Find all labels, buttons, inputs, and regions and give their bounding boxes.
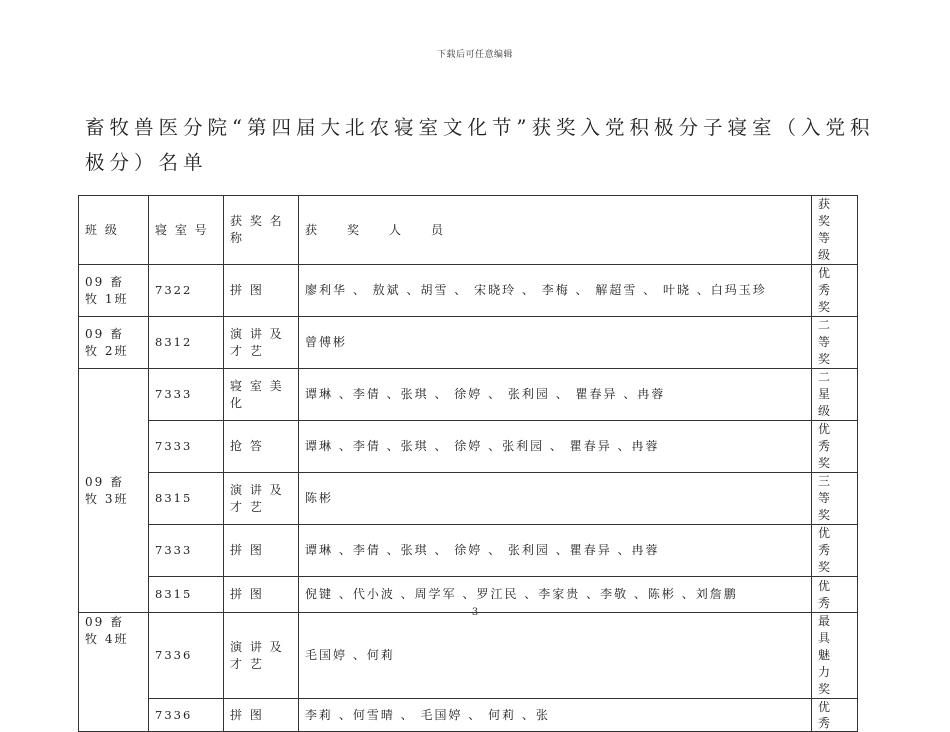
table-row	[79, 369, 858, 421]
award-name-cell: 拼 图	[224, 577, 299, 613]
room-cell: 7336	[149, 699, 224, 732]
class-cell: 09 畜 牧 3班	[79, 369, 149, 613]
award-name-cell: 寝 室 美 化	[224, 369, 299, 421]
award-name-cell: 拼 图	[224, 525, 299, 577]
level-cell: 三 等 奖	[812, 473, 858, 525]
table-header-row	[79, 196, 858, 265]
page-number: 3	[471, 607, 479, 618]
table-row	[79, 699, 858, 732]
members-cell: 陈彬	[299, 473, 812, 525]
table-row	[79, 317, 858, 369]
level-cell: 优 秀 奖	[812, 525, 858, 577]
room-cell: 7333	[149, 525, 224, 577]
table-row	[79, 265, 858, 317]
room-cell: 8312	[149, 317, 224, 369]
level-cell: 优 秀 奖	[812, 421, 858, 473]
room-cell: 7336	[149, 613, 224, 699]
room-cell: 8315	[149, 577, 224, 613]
header-class: 班 级	[79, 196, 149, 265]
table-row	[79, 525, 858, 577]
level-cell: 二 星 级	[812, 369, 858, 421]
level-cell: 优 秀	[812, 577, 858, 613]
members-cell: 廖利华 、 敖斌 、胡雪 、 宋晓玲 、 李梅 、 解超雪 、 叶晓 、白玛玉珍	[299, 265, 812, 317]
class-cell: 09 畜 牧 4班	[79, 613, 149, 732]
members-cell: 毛国婷 、何莉	[299, 613, 812, 699]
level-cell: 二 等 奖	[812, 317, 858, 369]
members-cell: 李莉 、何雪晴 、 毛国婷 、 何莉 、张	[299, 699, 812, 732]
awards-table	[78, 195, 858, 732]
members-cell: 谭琳 、李倩 、张琪 、 徐婷 、张利园 、 瞿春异 、冉蓉	[299, 421, 812, 473]
header-members: 获 奖 人 员	[299, 196, 812, 265]
members-cell: 曾傅彬	[299, 317, 812, 369]
header-room: 寝 室 号	[149, 196, 224, 265]
award-name-cell: 拼 图	[224, 699, 299, 732]
room-cell: 7333	[149, 421, 224, 473]
room-cell: 8315	[149, 473, 224, 525]
header-level: 获 奖 等 级	[812, 196, 858, 265]
table-row	[79, 473, 858, 525]
members-cell: 倪键 、代小波 、周学军 、罗江民 、李家贵 、李敬 、陈彬 、刘詹鹏	[299, 577, 812, 613]
award-name-cell: 拼 图	[224, 265, 299, 317]
page-header-note: 下载后可任意编辑	[436, 50, 513, 60]
class-cell: 09 畜 牧 2班	[79, 317, 149, 369]
level-cell: 最 具 魅 力 奖	[812, 613, 858, 699]
members-cell: 谭琳 、李倩 、张琪 、 徐婷 、 张利园 、 瞿春异 、冉蓉	[299, 369, 812, 421]
header-award-name: 获 奖 名 称	[224, 196, 299, 265]
table-row	[79, 613, 858, 699]
level-cell: 优 秀 奖	[812, 265, 858, 317]
room-cell: 7322	[149, 265, 224, 317]
table-row	[79, 421, 858, 473]
document-title: 畜牧兽医分院“第四届大北农寝室文化节”获奖入党积极分子寝室（入党积极分）名单	[85, 116, 875, 174]
award-name-cell: 抢 答	[224, 421, 299, 473]
room-cell: 7333	[149, 369, 224, 421]
award-name-cell: 演 讲 及 才 艺	[224, 317, 299, 369]
award-name-cell: 演 讲 及 才 艺	[224, 613, 299, 699]
level-cell: 优 秀	[812, 699, 858, 732]
award-name-cell: 演 讲 及 才 艺	[224, 473, 299, 525]
class-cell: 09 畜 牧 1班	[79, 265, 149, 317]
members-cell: 谭琳 、李倩 、张琪 、 徐婷 、 张利园 、瞿春异 、冉蓉	[299, 525, 812, 577]
